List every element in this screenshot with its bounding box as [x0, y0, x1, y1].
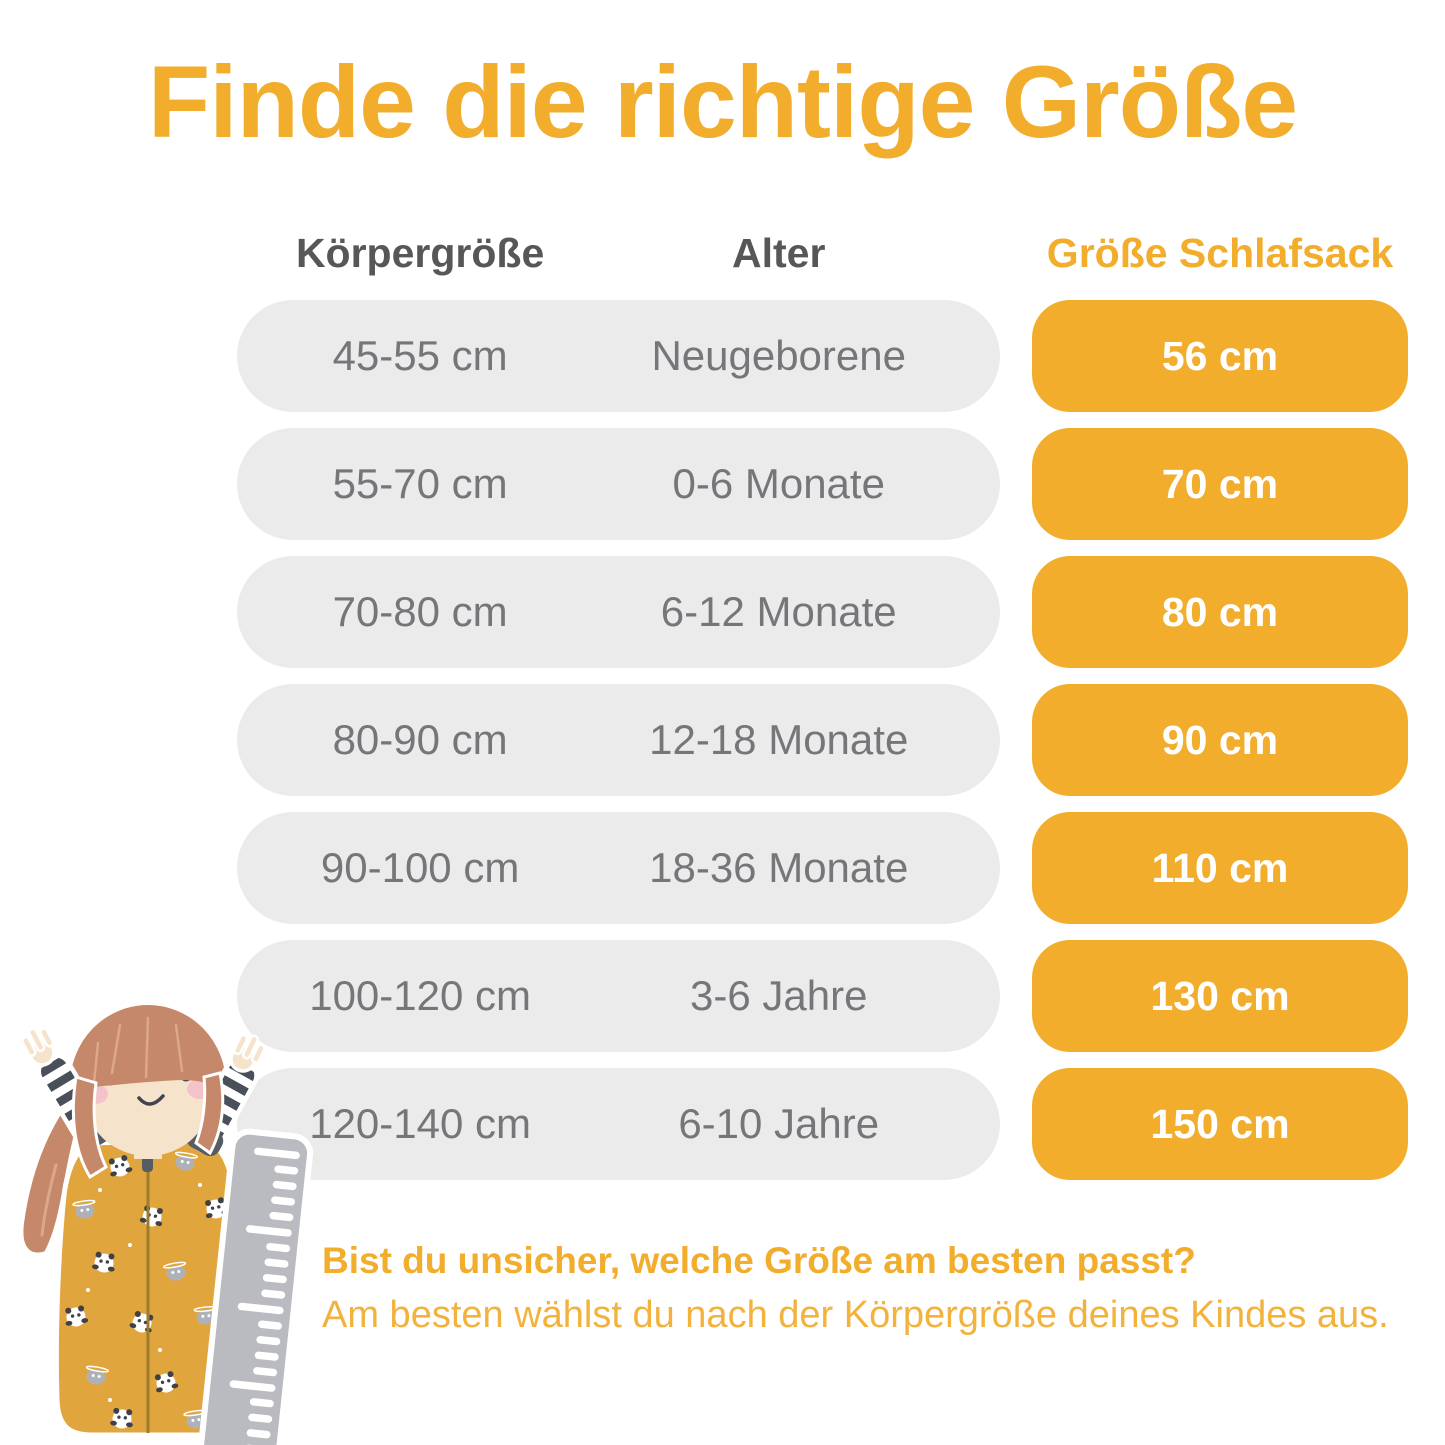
zipper-line	[147, 1155, 150, 1433]
row-info-pill	[237, 684, 1000, 796]
age-cell: 18-36 Monate	[649, 844, 909, 891]
row-info-pill	[237, 556, 1000, 668]
table-row	[237, 300, 1408, 412]
age-cell: 3-6 Jahre	[690, 972, 868, 1019]
row-info-pill	[237, 428, 1000, 540]
age-cell: 6-12 Monate	[660, 588, 897, 635]
size-cell: 110 cm	[1151, 844, 1289, 891]
size-pill	[1032, 428, 1408, 540]
age-cell: 12-18 Monate	[649, 716, 909, 763]
footer-note	[322, 1240, 1442, 1337]
age-cell: 0-6 Monate	[672, 460, 885, 507]
row-info-pill	[237, 1068, 1000, 1180]
table-header-row	[237, 226, 1408, 280]
height-cell: 100-120 cm	[309, 972, 532, 1019]
height-cell: 45-55 cm	[332, 332, 508, 379]
size-cell: 56 cm	[1161, 332, 1279, 379]
page-title: Finde die richtige Größe	[147, 45, 1298, 159]
height-cell: 120-140 cm	[309, 1100, 532, 1147]
age-cell: Neugeborene	[651, 332, 906, 379]
column-header-koerpergroesse: Körpergröße	[295, 229, 545, 276]
size-cell: 150 cm	[1150, 1100, 1290, 1147]
table-row	[237, 684, 1408, 796]
size-pill	[1032, 812, 1408, 924]
row-info-pill	[237, 940, 1000, 1052]
table-row	[237, 428, 1408, 540]
height-cell: 80-90 cm	[332, 716, 508, 763]
age-cell: 6-10 Jahre	[678, 1100, 880, 1147]
table-header-left-group	[237, 230, 1000, 277]
table-row	[237, 940, 1408, 1052]
girl-in-sleeping-bag-illustration	[0, 985, 330, 1445]
size-pill	[1032, 684, 1408, 796]
table-row	[237, 812, 1408, 924]
size-cell: 90 cm	[1161, 716, 1279, 763]
size-table	[237, 226, 1408, 1196]
footer-question: Bist du unsicher, welche Größe am besten passt?	[322, 1240, 1196, 1281]
row-info-pill	[237, 812, 1000, 924]
footer-answer: Am besten wählst du nach der Körpergröße deines Kindes aus.	[322, 1294, 1389, 1336]
size-pill	[1032, 556, 1408, 668]
row-info-pill	[237, 300, 1000, 412]
size-cell: 130 cm	[1150, 972, 1290, 1019]
size-cell: 70 cm	[1161, 460, 1279, 507]
size-cell: 80 cm	[1161, 588, 1279, 635]
column-header-alter: Alter	[732, 229, 826, 276]
size-pill	[1032, 940, 1408, 1052]
column-header-schlafsack: Größe Schlafsack	[1046, 229, 1394, 276]
size-pill	[1032, 300, 1408, 412]
height-cell: 70-80 cm	[332, 588, 508, 635]
table-row	[237, 556, 1408, 668]
height-cell: 55-70 cm	[332, 460, 508, 507]
height-cell: 90-100 cm	[320, 844, 520, 891]
table-row	[237, 1068, 1408, 1180]
size-pill	[1032, 1068, 1408, 1180]
